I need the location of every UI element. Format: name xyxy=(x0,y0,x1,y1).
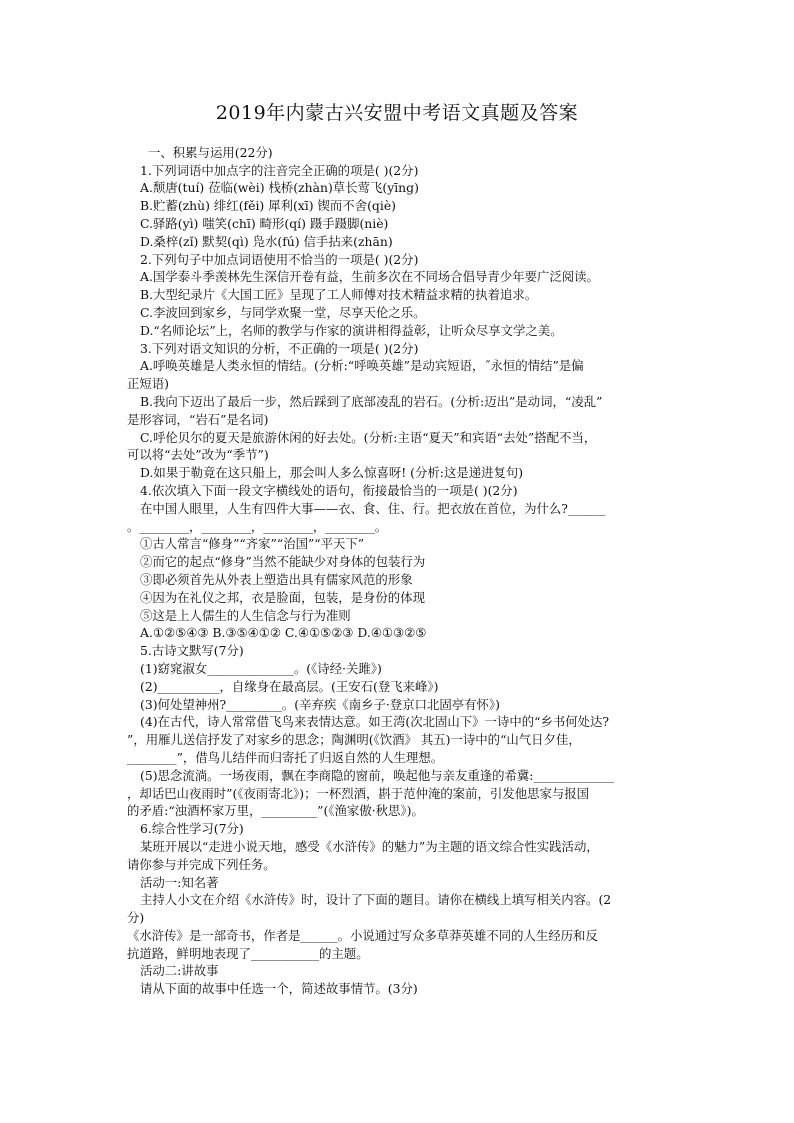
text-line: 3.下列对语文知识的分析，不正确的一项是( )(2分) xyxy=(140,341,419,356)
text-line: 2.下列句子中加点词语使用不恰当的一项是( )(2分) xyxy=(140,252,419,267)
text-line: ①古人常言“修身”“齐家”“治国”“平天下” xyxy=(140,536,365,551)
text-line: ，却话巴山夜雨时”(《夜雨寄北》)；一杯烈酒，斟于范仲淹的案前，引发他思家与报国 xyxy=(127,786,590,801)
text-line: B.贮蓄(zhù) 绯红(fěi) 犀利(xī) 锲而不舍(qiè) xyxy=(140,198,396,213)
text-line: 5.古诗文默写(7分) xyxy=(140,643,244,658)
text-line: ③即必须首先从外表上塑造出具有儒家风范的形象 xyxy=(140,572,413,587)
text-line: A.呼唤英雄是人类永恒的情结。(分析:“呼唤英雄”是动宾短语，˝永恒的情结”是偏 xyxy=(140,358,584,373)
text-line: A.国学泰斗季羡林先生深信开卷有益，生前多次在不同场合倡导青少年要广泛阅读。 xyxy=(140,269,599,284)
text-line: A.颓唐(tuí) 莅临(wèi) 栈桥(zhàn)草长莺飞(yīng) xyxy=(140,180,419,195)
text-line: 可以将“去处”改为“季节”) xyxy=(127,447,269,462)
text-line: ④因为在礼仪之邦，衣是脸面，包装，是身份的体现 xyxy=(140,590,425,605)
text-line: ________”，借鸟儿结伴而归寄托了归返自然的人生理想。 xyxy=(127,750,444,765)
document-title: 2019年内蒙古兴安盟中考语文真题及答案 xyxy=(215,102,579,124)
text-line: (3)何处望神州?_________。(辛弃疾《南乡子·登京口北固亭有怀》) xyxy=(140,697,500,712)
text-line: 。________，________，________，________。 xyxy=(127,519,388,534)
text-line: 正短语) xyxy=(127,376,170,391)
text-line: 1.下列词语中加点字的注音完全正确的项是( )(2分) xyxy=(140,163,419,178)
text-line: 的矛盾:“浊酒杯家万里，_________”(《渔家傲·秋思》)。 xyxy=(127,803,424,818)
text-line: D.桑梓(zǐ) 默契(qì) 凫水(fú) 信手拈来(zhān) xyxy=(140,234,393,249)
text-line: 分) xyxy=(127,910,145,925)
text-line: C.李波回到家乡，与同学欢聚一堂，尽享天伦之乐。 xyxy=(140,305,426,320)
text-line: ②而它的起点“修身”当然不能缺少对身体的包装行为 xyxy=(140,554,426,569)
text-line: B.我向下迈出了最后一步，然后踩到了底部凌乱的岩石。(分析:迈出”是动词，“凌乱” xyxy=(140,394,603,409)
text-line: A.①②⑤④③ B.③⑤④①② C.④①⑤②③ D.④①③②⑤ xyxy=(140,625,427,640)
text-line: 是形容词，“岩石”是名词) xyxy=(127,412,269,427)
text-line: B.大型纪录片《大国工匠》呈现了工人师傅对技术精益求精的执着追求。 xyxy=(140,287,538,302)
text-line: 某班开展以“走进小说天地，感受《水浒传》的魅力”为主题的语文综合性实践活动， xyxy=(140,839,599,854)
text-line: (2)__________，自缘身在最高层。(王安石(登飞来峰》) xyxy=(140,679,439,694)
text-line: ”，用雁儿送信抒发了对家乡的思念；陶渊明(《饮酒》 其五)一诗中的“山气日夕佳， xyxy=(127,732,581,747)
text-line: 抗道路，鲜明地表现了___________的主题。 xyxy=(127,946,369,961)
text-line: 在中国人眼里，人生有四件大事——衣、食、住、行。把衣放在首位，为什么?______ xyxy=(140,501,606,516)
text-line: 请你参与并完成下列任务。 xyxy=(127,857,276,872)
text-line: D.如果于勒竟在这只船上，那会叫人多么惊喜呀! (分析:这是递进复句) xyxy=(140,465,524,480)
text-line: 4.依次填入下面一段文字横线处的语句，衔接最恰当的一项是( )(2分) xyxy=(140,483,518,498)
text-line: (5)思念流淌。一场夜雨，飘在李商隐的窗前，唤起他与亲友重逢的希冀:_____________ xyxy=(140,768,614,783)
text-line: 活动一:知名著 xyxy=(140,875,219,890)
text-line: 请从下面的故事中任选一个，简述故事情节。(3分) xyxy=(140,981,418,996)
text-line: (4)在古代，诗人常常借飞鸟来表情达意。如王湾(次北固山下》一诗中的“乡书何处达? xyxy=(140,714,610,729)
text-line: (1)窈窕淑女______________。(《诗经·关雎》) xyxy=(140,661,382,676)
text-line: C.呼伦贝尔的夏天是旅游休闲的好去处。(分析:主语“夏天”和宾语“去处”搭配不当， xyxy=(140,430,597,445)
text-line: C.驿路(yì) 嗤笑(chī) 畸形(qí) 蹑手蹑脚(niè) xyxy=(140,216,389,231)
text-line: 《水浒传》是一部奇书，作者是______。小说通过写众多草莽英雄不同的人生经历和反 xyxy=(127,928,598,943)
text-line: 主持人小文在介绍《水浒传》时，设计了下面的题目。请你在横线上填写相关内容。(2 xyxy=(140,892,612,907)
text-line: 一、积累与运用(22分) xyxy=(148,145,273,160)
text-line: ⑤这是上人儒生的人生信念与行为准则 xyxy=(140,608,351,623)
text-line: 活动二:讲故事 xyxy=(140,963,219,978)
text-line: D.“名师论坛”上，名师的教学与作家的演讲相得益彰，让听众尽享文学之美。 xyxy=(140,323,563,338)
text-line: 6.综合性学习(7分) xyxy=(140,821,244,836)
